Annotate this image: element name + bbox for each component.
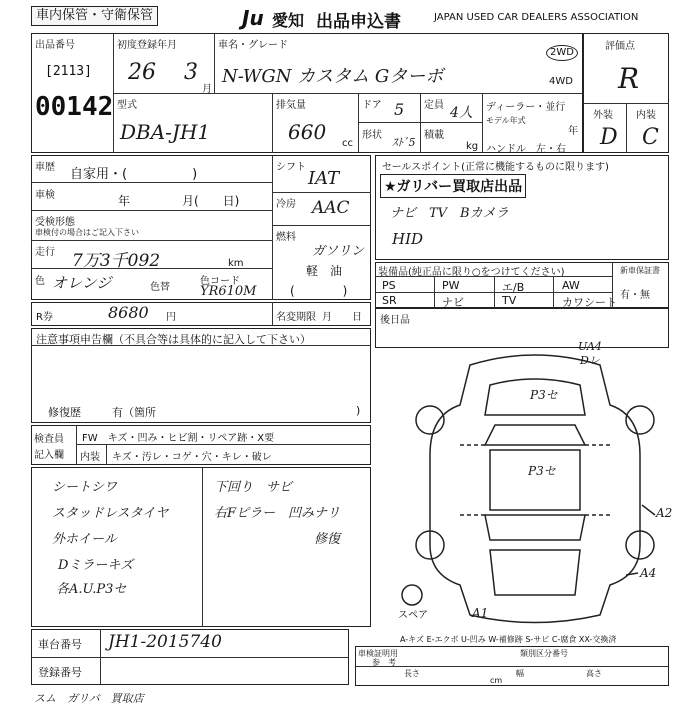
color-value: オレンジ <box>52 274 112 292</box>
repair-history-value: 有（箇所 <box>112 406 156 419</box>
grade-label: 評価点 <box>605 41 635 52</box>
storage-label: 車内保管・守衛保管 <box>31 6 158 26</box>
first-reg-label: 初度登録年月 <box>117 40 177 51</box>
warranty-value: 有・無 <box>620 290 650 301</box>
inspection-label: 車検 <box>35 190 55 201</box>
lot-label: 出品番号 <box>35 40 75 51</box>
damage-mark-a1: A1 <box>472 606 489 620</box>
gulliver-banner: ★ガリバー買取店出品 <box>380 174 526 198</box>
windshield <box>485 425 585 445</box>
width-label: 幅 <box>516 669 524 678</box>
dealer-label: ディーラー・並行 <box>486 102 566 113</box>
footer-partial: スム ガリバ 買取店 <box>34 692 144 705</box>
damage-mark-center: P3セ <box>528 464 556 478</box>
shape-label: 形状 <box>362 130 382 141</box>
fuel-other: ( ) <box>290 284 348 298</box>
color-change-label: 色替 <box>150 282 170 293</box>
form-title: 出品申込書 <box>316 12 401 32</box>
damage-mark-top: UA4 <box>578 340 602 353</box>
accept-form-note: 車検付の場合はご記入下さい <box>35 228 139 237</box>
displacement-label: 排気量 <box>276 100 306 111</box>
damage-mark-roof: P3セ <box>530 388 558 402</box>
shift-label: シフト <box>276 162 306 173</box>
mileage-value: 7万3千092 <box>72 251 161 271</box>
org-name: 愛知 <box>272 11 305 30</box>
damage-mark-top-2: Dレ <box>580 354 600 367</box>
grade-value: R <box>618 62 640 95</box>
lot-bracket-code: [2113] <box>45 64 92 79</box>
cert-reference: 参 考 <box>372 658 396 667</box>
inspector-row-1: FW キズ・凹み・ヒビ割・リペア跡・X要 <box>82 433 275 444</box>
after-fit-label: 後日品 <box>380 315 410 326</box>
mileage-unit: km <box>228 258 244 269</box>
ac-value: AAC <box>312 198 350 218</box>
equipment-item: PW <box>442 279 460 292</box>
car-name-value: N-WGN カスタム Gターボ <box>222 66 444 87</box>
equipment-item: カワシート <box>562 296 617 309</box>
interior-label: 内装 <box>636 110 656 121</box>
accept-form-label: 受検形態 <box>35 217 75 228</box>
sales-line-1: ナビ TV Bカメラ <box>390 206 509 221</box>
spare-label: スペア <box>398 610 428 621</box>
remark-3: スタッドレスタイヤ <box>52 506 169 521</box>
usage-label: 車歴 <box>35 162 55 173</box>
spare-wheel <box>402 585 422 605</box>
ac-label: 冷房 <box>276 199 296 210</box>
capacity-label: 定員 <box>424 100 444 111</box>
fuel-label: 燃料 <box>276 232 296 243</box>
door-value: 5 <box>394 100 405 119</box>
association-name: JAPAN USED CAR DEALERS ASSOCIATION <box>434 12 639 23</box>
equipment-item: TV <box>502 294 517 307</box>
recycle-row <box>31 302 371 326</box>
recycle-label: R券 <box>36 312 53 323</box>
category-number-label: 類別区分番号 <box>520 649 568 658</box>
remark-6: 修復 <box>314 532 341 547</box>
equipment-item: ナビ <box>442 296 464 309</box>
remark-1: シートシワ <box>52 480 118 495</box>
drive-2wd-circled: 2WD <box>546 45 578 61</box>
recycle-value: 8680 <box>108 303 149 322</box>
sales-line-2: HID <box>392 230 424 248</box>
name-change-label: 名変期限 <box>276 312 316 323</box>
displacement-value: 660 <box>288 120 327 144</box>
month-unit: 月 <box>202 84 212 95</box>
remark-4: 右Fピラー 凹みナリ <box>214 506 341 521</box>
first-reg-month: 3 <box>184 60 198 85</box>
registration-label: 登録番号 <box>38 666 82 679</box>
length-unit: cm <box>490 676 503 685</box>
sales-points-title: セールスポイント(正常に機能するものに限ります) <box>382 162 609 173</box>
height-label: 高さ <box>586 669 602 678</box>
inspection-month-unit: 月( 日) <box>182 194 240 208</box>
rear-window <box>485 515 585 540</box>
equipment-title: 装備品(純正品に限り○をつけてください) <box>378 267 565 278</box>
damage-legend: A-キズ E-エクボ U-凹み W-補修跡 S-サビ C-腐食 XX-交換済 <box>400 635 617 644</box>
recycle-unit: 円 <box>166 312 176 323</box>
equipment-item: SR <box>382 294 397 307</box>
color-code-value: YR610M <box>200 284 257 299</box>
equipment-item: AW <box>562 279 580 292</box>
capacity-value: 4人 <box>450 105 473 121</box>
car-name-label: 車名・グレード <box>218 40 288 51</box>
inspector-row-2: キズ・汚レ・コゲ・穴・キレ・破レ <box>112 452 272 463</box>
roof-panel <box>490 450 580 510</box>
door-label: ドア <box>362 100 382 111</box>
name-change-value: 月 日 <box>322 312 362 323</box>
after-fit-box <box>375 308 669 348</box>
chassis-number: JH1-2015740 <box>108 632 222 652</box>
mileage-label: 走行 <box>35 247 55 258</box>
warranty-label: 新車保証書 <box>620 266 660 275</box>
remark-8: 各A.U.P3セ <box>56 582 127 597</box>
inspector-row-2-label: 内装 <box>80 452 100 463</box>
notes-title: 注意事項申告欄（不具合等は具体的に記入して下さい） <box>36 333 311 346</box>
ju-logo: Ju <box>242 6 264 30</box>
first-reg-year: 26 <box>128 60 156 85</box>
drive-4wd: 4WD <box>549 76 573 87</box>
length-label: 長さ <box>404 669 420 678</box>
shape-value: ｽﾄﾞ5 <box>392 136 416 149</box>
usage-value: 自家用・( ) <box>70 167 198 182</box>
exterior-grade: D <box>600 125 618 150</box>
fuel-option-light-oil: 軽 油 <box>306 264 343 278</box>
chassis-label: 車台番号 <box>38 638 82 651</box>
fuel-value: ガソリン <box>312 244 365 259</box>
model-year-unit: 年 <box>568 126 578 137</box>
remark-2: 下回り サビ <box>214 480 293 495</box>
inspector-label-2: 記入欄 <box>34 450 64 461</box>
remark-5: 外ホイール <box>52 532 117 547</box>
cert-label: 車検証明用 <box>358 649 398 658</box>
interior-grade: C <box>642 125 659 150</box>
lot-number: 00142 <box>35 92 114 122</box>
handle-label: ハンドル 左・右 <box>486 144 566 155</box>
displacement-unit: cc <box>342 138 353 149</box>
rear-gate <box>490 550 580 595</box>
inspection-year-unit: 年 <box>118 194 131 208</box>
repair-history-label: 修復歴 <box>48 406 81 419</box>
inspector-label-1: 検査員 <box>34 434 64 445</box>
damage-mark-a4: A4 <box>640 566 657 580</box>
color-code-label: 色コード <box>200 276 240 287</box>
equipment-item: エ/B <box>502 281 525 294</box>
exterior-label: 外装 <box>593 110 613 121</box>
load-unit: kg <box>466 141 479 152</box>
model-label: 型式 <box>117 100 137 111</box>
model-year-label: モデル年式 <box>486 116 526 125</box>
paren-close: ) <box>356 404 361 417</box>
equipment-item: PS <box>382 279 396 292</box>
model-value: DBA-JH1 <box>120 120 211 144</box>
damage-mark-a2: A2 <box>656 506 673 520</box>
load-label: 積載 <box>424 130 444 141</box>
shift-value: IAT <box>308 168 340 189</box>
color-label: 色 <box>35 276 45 287</box>
remark-7: Dミラーキズ <box>58 558 134 573</box>
